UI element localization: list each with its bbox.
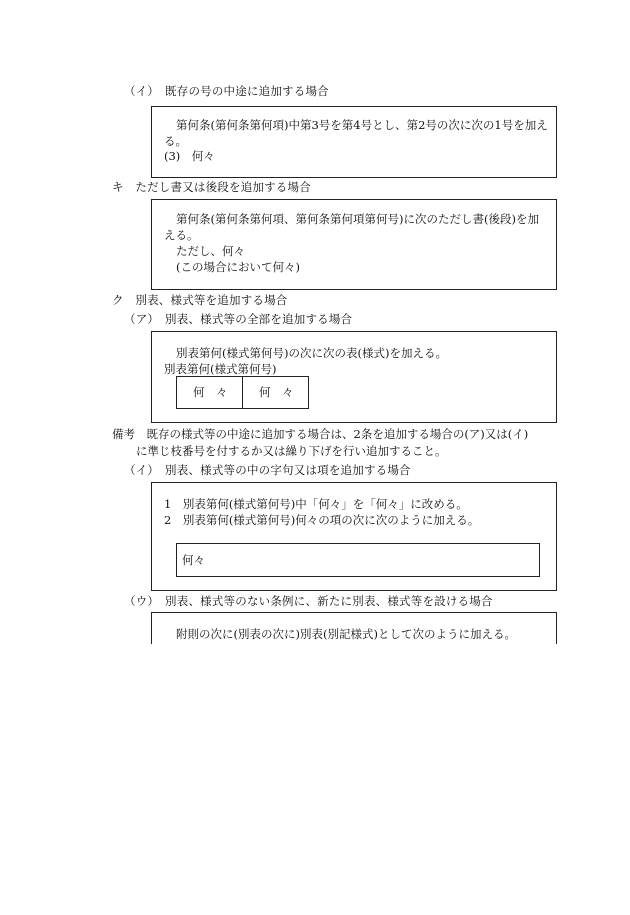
- section-heading-i-phrase: （イ） 別表、様式等の中の字句又は項を追加する場合: [124, 463, 411, 477]
- example-text: 別表第何(様式第何号): [164, 362, 277, 376]
- example-text: 附則の次に(別表の次に)別表(別記様式)として次のように加える。: [176, 627, 516, 641]
- example-box-add-table: [151, 331, 557, 423]
- example-text: (3) 何々: [164, 149, 215, 163]
- note-text: に準じ枝番号を付するか又は繰り下げを行い追加すること。: [136, 444, 447, 458]
- example-text: (この場合において何々): [176, 260, 300, 274]
- section-heading-u-new: （ウ） 別表、様式等のない条例に、新たに別表、様式等を設ける場合: [124, 594, 493, 608]
- table-cell: 何 々: [259, 385, 294, 399]
- table-divider: [242, 377, 243, 408]
- section-heading-a-all: （ア） 別表、様式等の全部を追加する場合: [124, 312, 353, 326]
- example-text: える。: [164, 228, 199, 242]
- example-text: 別表第何(様式第何号)の次に次の表(様式)を加える。: [176, 346, 447, 360]
- example-box-proviso: [151, 199, 557, 290]
- example-text: 第何条(第何条第何項、第何条第何項第何号)に次のただし書(後段)を加: [176, 212, 539, 226]
- example-text: 第何条(第何条第何項)中第3号を第4号とし、第2号の次に次の1号を加え: [176, 118, 548, 132]
- example-text: ただし、何々: [176, 244, 245, 258]
- example-text: 1 別表第何(様式第何号)中「何々」を「何々」に改める。: [164, 497, 468, 511]
- sample-table: [176, 376, 309, 409]
- section-heading-ku: ク 別表、様式等を追加する場合: [112, 293, 288, 307]
- example-text: 2 別表第何(様式第何号)何々の項の次に次のように加える。: [164, 513, 480, 527]
- example-text: る。: [164, 134, 187, 148]
- inner-frame-text: 何々: [182, 553, 205, 567]
- example-box-add-phrase: [151, 482, 557, 591]
- table-cell: 何 々: [193, 385, 228, 399]
- inner-frame: [176, 543, 540, 577]
- section-heading-ki: キ ただし書又は後段を追加する場合: [112, 180, 311, 194]
- example-box-existing-item: [151, 106, 557, 178]
- example-box-new-table: [151, 612, 557, 644]
- note-text: 備考 既存の様式等の中途に追加する場合は、2条を追加する場合の(ア)又は(イ): [112, 427, 529, 441]
- section-heading-i-existing-item: （イ） 既存の号の中途に追加する場合: [124, 84, 329, 98]
